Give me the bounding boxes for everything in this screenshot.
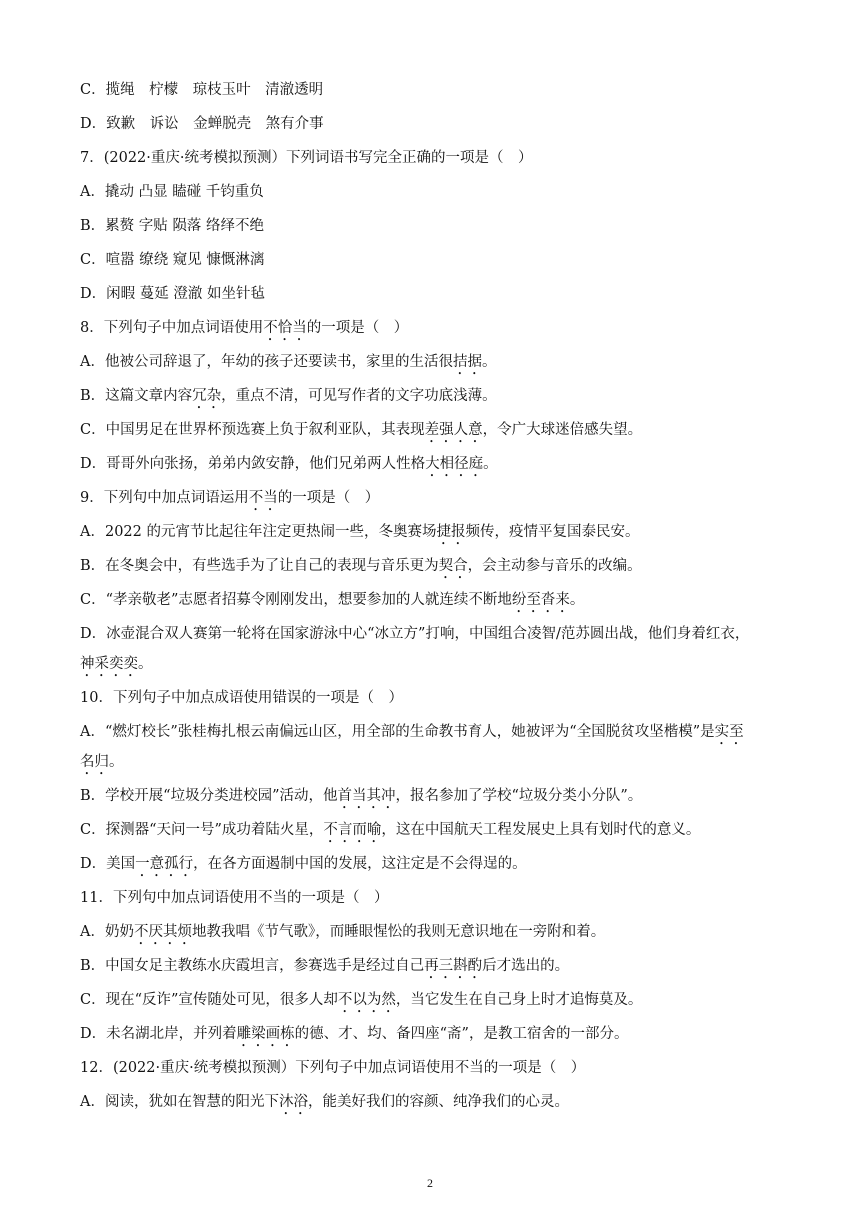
text-line bbox=[80, 624, 800, 650]
line-text-pre: 8．下列句子中加点词语使用 bbox=[80, 320, 264, 336]
line-text-pre: C．探测器“天问一号”成功着陆火星， bbox=[80, 822, 324, 838]
line-text-pre: D．冰壶混合双人赛第一轮将在国家游泳中心“冰立方”打响，中国组合凌智/范苏圆出战，他们身着红衣， bbox=[80, 626, 750, 642]
line-text-post: 。 bbox=[483, 456, 498, 472]
line-text-pre: A．他被公司辞退了，年幼的孩子还要读书，家里的生活很 bbox=[80, 354, 453, 370]
line-text-post: ，报名参加了学校“垃圾分类小分队”。 bbox=[395, 788, 643, 804]
line-text-post: ，在各方面遏制中国的发展，这注定是不会得逞的。 bbox=[193, 856, 527, 872]
text-line bbox=[80, 80, 800, 100]
line-text-post: 频传，疫情平复国泰民安。 bbox=[465, 524, 640, 540]
text-line bbox=[80, 522, 800, 548]
text-line bbox=[80, 148, 800, 168]
text-line bbox=[80, 990, 800, 1016]
text-line bbox=[80, 722, 800, 748]
line-text-pre: C．中国男足在世界杯预选赛上负于叙利亚队，其表现 bbox=[80, 422, 425, 438]
text-line bbox=[80, 556, 800, 582]
line-text: B．累赘 字贴 陨落 络绎不绝 bbox=[80, 218, 264, 234]
dotted-term: 不恰当 bbox=[263, 320, 307, 336]
dotted-term: 不厌其烦 bbox=[133, 924, 192, 940]
text-line bbox=[80, 888, 800, 914]
text-line bbox=[80, 820, 800, 846]
line-text-post: ，当它发生在自己身上时才追悔莫及。 bbox=[395, 992, 643, 1008]
dotted-term: 捷报 bbox=[436, 524, 466, 540]
dotted-term: 神采奕奕 bbox=[80, 656, 138, 672]
dotted-term: 契合 bbox=[438, 558, 468, 574]
dotted-term: 首当其冲 bbox=[337, 788, 396, 804]
line-text-post: ，这在中国航天工程发展史上具有划时代的意义。 bbox=[381, 822, 701, 838]
line-text: 7．(2022·重庆·统考模拟预测）下列词语书写完全正确的一项是（ ） bbox=[80, 150, 533, 166]
text-line bbox=[80, 752, 800, 778]
dotted-term: 拮据 bbox=[452, 354, 482, 370]
line-text-post: ，重点不清，可见写作者的文字功底浅薄。 bbox=[221, 388, 497, 404]
text-line bbox=[80, 454, 800, 480]
text-line bbox=[80, 216, 800, 236]
line-text-pre: C．现在“反诈”宣传随处可见，很多人却 bbox=[80, 992, 338, 1008]
text-line bbox=[80, 352, 800, 378]
line-text: D．致歉 诉讼 金蝉脱壳 煞有介事 bbox=[80, 116, 324, 132]
text-line bbox=[80, 114, 800, 134]
line-text-pre: D．美国 bbox=[80, 856, 136, 872]
line-text-post: 的德、才、均、备四座“斋”，是教工宿舍的一部分。 bbox=[294, 1026, 629, 1042]
text-line bbox=[80, 386, 800, 412]
text-line bbox=[80, 786, 800, 812]
page-number: 2 bbox=[427, 1176, 433, 1190]
dotted-term: 沐浴 bbox=[278, 1094, 308, 1110]
line-text-pre: C．“孝亲敬老”志愿者招募令刚刚发出，想要参加的人就连续不断地 bbox=[80, 592, 512, 608]
line-text: A．撬动 凸显 瞌碰 千钧重负 bbox=[80, 184, 264, 200]
dotted-term: 纷至沓来 bbox=[511, 592, 570, 608]
dotted-term: 一意孤行 bbox=[135, 856, 194, 872]
line-text-pre: B．学校开展“垃圾分类进校园”活动，他 bbox=[80, 788, 338, 804]
line-text-pre: D．哥哥外向张扬，弟弟内敛安静，他们兄弟两人性格 bbox=[80, 456, 426, 472]
line-text-pre: B．中国女足主教练水庆霞坦言，参赛选手是经过自己 bbox=[80, 958, 425, 974]
line-text-pre: A．“燃灯校长”张桂梅扎根云南偏远山区，用全部的生命教书育人，她被评为“全国脱贫攻坚楷模”是 bbox=[80, 724, 715, 740]
dotted-term: 不当 bbox=[248, 490, 278, 506]
text-line bbox=[80, 956, 800, 982]
line-text-post: 。 bbox=[481, 354, 497, 370]
dotted-term: 名归 bbox=[80, 754, 109, 770]
text-line bbox=[80, 1024, 800, 1050]
line-text-pre: A．奶奶 bbox=[80, 924, 134, 940]
dotted-term: 雕梁画栋 bbox=[236, 1026, 295, 1042]
line-text-pre: 12．(2022·重庆·统考模拟预测）下列句子中加点词语使用不当的一项是（ ） bbox=[80, 1060, 586, 1076]
line-text-pre: D．未名湖北岸，并列着 bbox=[80, 1026, 237, 1042]
line-text: C．喧嚣 缭绕 窥见 慷慨淋漓 bbox=[80, 252, 265, 268]
text-line bbox=[80, 1058, 800, 1084]
dotted-term: 不以为然 bbox=[337, 992, 396, 1008]
line-text-pre: A．阅读，犹如在智慧的阳光下 bbox=[80, 1094, 279, 1110]
line-text: C．揽绳 柠檬 琼枝玉叶 清澈透明 bbox=[80, 82, 324, 98]
line-text-post: 的一项是（ ） bbox=[277, 490, 380, 506]
line-text-pre: B．这篇文章内容 bbox=[80, 388, 193, 404]
dotted-term: 实至 bbox=[714, 724, 744, 740]
line-text-post: ，能美好我们的容颜、纯净我们的心灵。 bbox=[307, 1094, 569, 1110]
text-line bbox=[80, 590, 800, 616]
text-line bbox=[80, 488, 800, 514]
text-line bbox=[80, 420, 800, 446]
line-text: D．闲暇 蔓延 澄澈 如坐针毡 bbox=[80, 286, 265, 302]
line-text-pre: B．在冬奥会中，有些选手为了让自己的表现与音乐更为 bbox=[80, 558, 439, 574]
line-text-post: ，令广大球迷倍感失望。 bbox=[482, 422, 643, 438]
text-line bbox=[80, 654, 800, 680]
text-line bbox=[80, 922, 800, 948]
line-text-pre: A．2022 的元宵节比起往年注定更热闹一些，冬奥赛场 bbox=[80, 524, 437, 540]
line-text-pre: 9．下列句中加点词语运用 bbox=[80, 490, 249, 506]
line-text-post: ，会主动参与音乐的改编。 bbox=[467, 558, 642, 574]
line-text-post: 地教我唱《节气歌》，而睡眼惺忪的我则无意识地在一旁附和着。 bbox=[191, 924, 606, 940]
dotted-term: 差强人意 bbox=[424, 422, 483, 438]
line-text-post: 。 bbox=[569, 592, 585, 608]
text-line bbox=[80, 854, 800, 880]
dotted-term: 再三斟酌 bbox=[424, 958, 483, 974]
dotted-term: 冗杂 bbox=[192, 388, 222, 404]
text-line bbox=[80, 284, 800, 304]
text-line bbox=[80, 250, 800, 270]
text-line bbox=[80, 318, 800, 344]
dotted-term: 不言而喻 bbox=[323, 822, 382, 838]
line-text-pre: 10．下列句子中加点成语使用错误的一项是（ ） bbox=[80, 690, 403, 706]
text-line bbox=[80, 1092, 800, 1118]
line-text-post: 的一项是（ ） bbox=[306, 320, 409, 336]
text-line bbox=[80, 688, 800, 714]
line-text-post: 。 bbox=[138, 656, 153, 672]
dotted-term: 大相径庭 bbox=[425, 456, 484, 472]
line-text-pre: 11．下列句中加点词语使用不当的一项是（ ） bbox=[80, 890, 389, 906]
text-line bbox=[80, 182, 800, 202]
line-text-post: 。 bbox=[109, 754, 124, 770]
line-text-post: 后才选出的。 bbox=[482, 958, 570, 974]
